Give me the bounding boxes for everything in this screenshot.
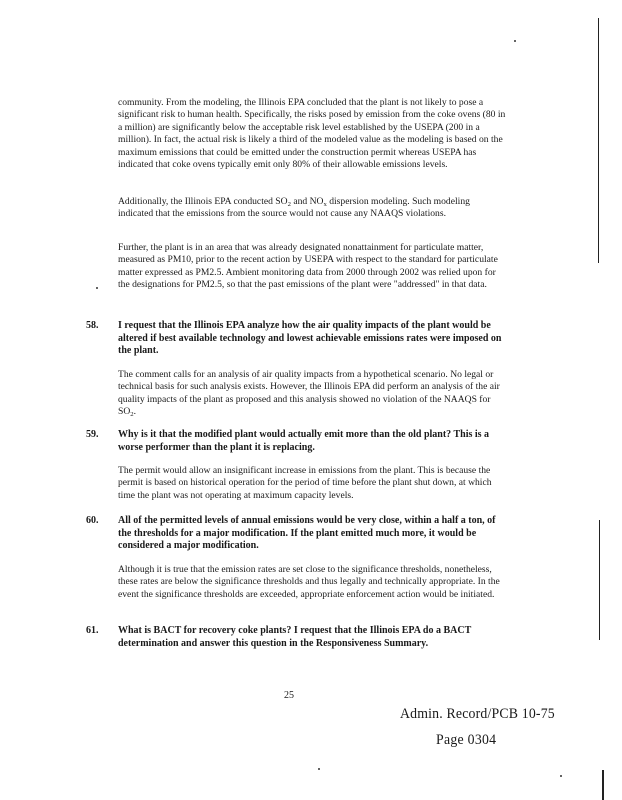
answer-60: Although it is true that the emission rates are set close to the significance thresholds, nonetheless, these rates are below the significance thresholds and thus legally and technically appropriate. In the event the significance thresholds are exceeded, appropriate enforcement action would be initiated. [118, 564, 500, 600]
answer-58 [118, 369, 506, 419]
question-58: I request that the Illinois EPA analyze how the air quality impacts of the plant would be altered if best available technology and lowest achievable emissions rates were imposed on the plant. [118, 320, 502, 357]
item-number-59: 59. [86, 429, 99, 440]
p2-subscript-2: x [323, 201, 327, 208]
question-60: All of the permitted levels of annual emissions would be very close, within a half a ton, of the thresholds for a major modification. If the plant emitted much more, it would be considered a major modification. [118, 515, 496, 552]
item-number-58: 58. [86, 320, 99, 331]
scan-speck [96, 287, 98, 289]
question-61: What is BACT for recovery coke plants? I request that the Illinois EPA do a BACT determination and answer this question in the Responsiveness Summary. [118, 625, 472, 649]
scan-edge-line-bottom [602, 770, 604, 800]
paragraph-modeling-risk: community. From the modeling, the Illinois EPA concluded that the plant is not likely to pose a significant risk to human health. Specifically, the risks posed by emission from the coke ovens (80 in a million) are significantly below the acceptable risk level established by the USEPA (200 in a million). In fact, the actual risk is likely a third of the modeled value as the modeling is based on the maximum emissions that could be emitted under the construction permit whereas USEPA has indicated that coke ovens typically emit only 80% of their allowable emissions levels. [118, 97, 506, 171]
item-number-61: 61. [86, 625, 99, 636]
a58-subscript: 2 [130, 411, 134, 419]
paragraph-dispersion-modeling [118, 196, 506, 221]
scan-edge-line-top [598, 18, 599, 263]
p2-text-c: dispersion modeling. Such modeling indicated that the emissions from the source would not cause any NAAQS violations. [118, 196, 470, 220]
a58-text-b: . [133, 406, 137, 418]
answer-59: The permit would allow an insignificant increase in emissions from the plant. This is because the permit is based on historical operation for the period of time before the plant shut down, at which time the plant was not operating at maximum capacity levels. [118, 465, 492, 501]
page-stamp: Page 0304 [436, 732, 497, 748]
p2-text-a: Additionally, the Illinois EPA conducted SO [118, 196, 288, 207]
page-number: 25 [284, 690, 294, 701]
p2-text-b: and NO [290, 196, 324, 207]
item-number-60: 60. [86, 515, 99, 526]
admin-record-stamp: Admin. Record/PCB 10-75 [400, 706, 555, 722]
paragraph-nonattainment: Further, the plant is in an area that was already designated nonattainment for particulate matter, measured as PM10, prior to the recent action by USEPA with respect to the standard for particulate matter expressed as PM2.5. Ambient monitoring data from 2000 through 2002 was relied upon for the designations for PM2.5, so that the past emissions of the plant were "addressed" in that data. [118, 242, 498, 291]
question-59: Why is it that the modified plant would actually emit more than the old plant? This is a worse performer than the plant it is replacing. [118, 429, 490, 453]
scan-edge-line-middle [599, 520, 600, 640]
a58-text-a: The comment calls for an analysis of air quality impacts from a hypothetical scenario. No legal or technical basis for such analysis exists. However, the Illinois EPA did perform an analysis of the air quality impacts of the plant as proposed and this analysis showed no violation of the NAAQS for SO [118, 369, 500, 418]
scan-speck [560, 775, 562, 777]
scan-speck [318, 768, 320, 770]
p2-subscript-1: 2 [287, 201, 291, 208]
scan-speck [514, 40, 516, 42]
